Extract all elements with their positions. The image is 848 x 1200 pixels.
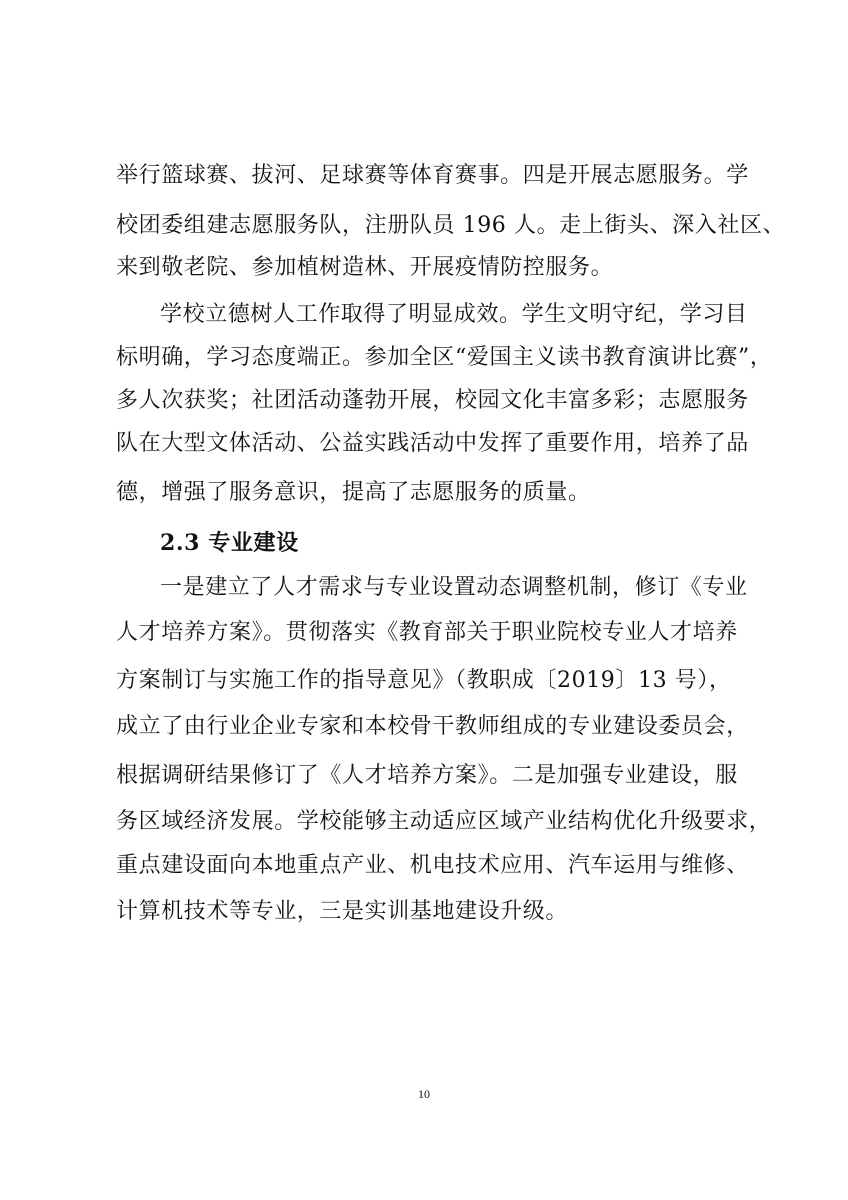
paragraph-line: 成立了由行业企业专家和本校骨干教师组成的专业建设委员会， [116, 714, 749, 739]
paragraph-line: 多人次获奖；社团活动蓬勃开展，校园文化丰富多彩；志愿服务 [116, 388, 749, 413]
paragraph-line: 德，增强了服务意识，提高了志愿服务的质量。 [116, 480, 591, 505]
paragraph-line: 方案制订与实施工作的指导意见》（教职成〔2019〕13 号）， [116, 668, 732, 693]
paragraph-line: 队在大型文体活动、公益实践活动中发挥了重要作用，培养了品 [116, 431, 749, 456]
paragraph-line: 标明确，学习态度端正。参加全区“爱国主义读书教育演讲比赛”， [116, 345, 773, 370]
paragraph-line: 举行篮球赛、拔河、足球赛等体育赛事。四是开展志愿服务。学 [116, 163, 749, 188]
page-number: 10 [418, 1087, 430, 1101]
paragraph-line: 根据调研结果修订了《人才培养方案》。二是加强专业建设，服 [116, 763, 738, 788]
paragraph-line: 人才培养方案》。贯彻落实《教育部关于职业院校专业人才培养 [116, 620, 738, 645]
paragraph-line: 校团委组建志愿服务队，注册队员 196 人。走上街头、深入社区、 [116, 213, 786, 238]
section-heading: 2.3 专业建设 [160, 530, 299, 556]
paragraph-line: 学校立德树人工作取得了明显成效。学生文明守纪，学习目 [160, 302, 748, 327]
paragraph-line: 一是建立了人才需求与专业设置动态调整机制，修订《专业 [160, 575, 748, 600]
paragraph-line: 计算机技术等专业，三是实训基地建设升级。 [116, 899, 569, 924]
paragraph-line: 重点建设面向本地重点产业、机电技术应用、汽车运用与维修、 [116, 853, 749, 878]
paragraph-line: 来到敬老院、参加植树造林、开展疫情防控服务。 [116, 255, 614, 280]
paragraph-line: 务区域经济发展。学校能够主动适应区域产业结构优化升级要求， [116, 809, 772, 834]
